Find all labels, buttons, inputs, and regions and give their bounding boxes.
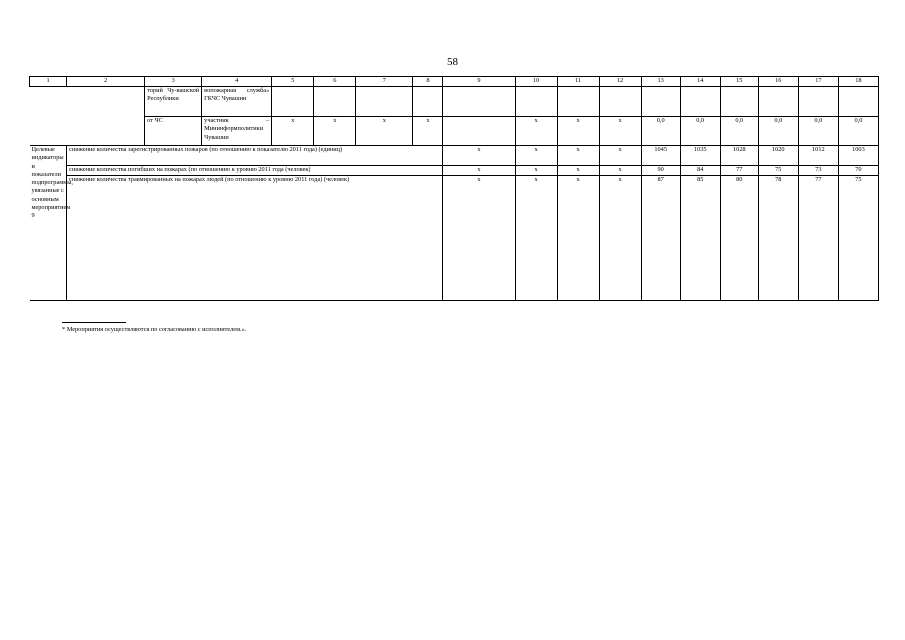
indicator-row (30, 146, 879, 166)
cell-value: 90 (641, 166, 680, 176)
header-cell: 16 (758, 77, 798, 87)
cell-value: 1012 (798, 146, 838, 166)
header-cell: 13 (641, 77, 680, 87)
program-table (29, 76, 879, 301)
cell-value: 73 (798, 166, 838, 176)
empty-cell (557, 87, 599, 117)
empty-cell (798, 87, 838, 117)
indicator-row (30, 166, 879, 176)
header-cell: 9 (443, 77, 515, 87)
header-cell: 7 (356, 77, 413, 87)
cell-x: x (443, 176, 515, 301)
header-cell: 6 (314, 77, 356, 87)
empty-cell (413, 87, 443, 117)
cell-value: 0,0 (758, 117, 798, 146)
cell-executor: участник – Мининформполитики Чувашии (202, 117, 272, 146)
header-cell: 12 (599, 77, 641, 87)
cell-value: 75 (758, 166, 798, 176)
cell-x: x (515, 146, 557, 166)
cell-value: 70 (838, 166, 878, 176)
header-cell: 14 (680, 77, 720, 87)
cell-x: x (515, 176, 557, 301)
cell-executor: вопожарная служба» ГКЧС Чувашии (202, 87, 272, 117)
cell-x: x (413, 117, 443, 146)
page-number: 58 (447, 56, 458, 68)
cell-x: x (557, 176, 599, 301)
indicator-text: снижение количества погибших на пожарах (по отношению к уровню 2011 года (человек) (67, 166, 443, 176)
empty-cell (758, 87, 798, 117)
cell-value: 1020 (758, 146, 798, 166)
cell-x: x (356, 117, 413, 146)
empty-cell (443, 117, 515, 146)
cell-x: x (515, 166, 557, 176)
empty-cell (314, 87, 356, 117)
cell-x: x (443, 166, 515, 176)
cell-value: 0,0 (641, 117, 680, 146)
header-cell: 1 (30, 77, 67, 87)
cell-x: x (443, 146, 515, 166)
cell-value: 80 (720, 176, 758, 301)
cell-value: 0,0 (680, 117, 720, 146)
cell-value: 0,0 (720, 117, 758, 146)
header-row (30, 77, 879, 87)
empty-cell (515, 87, 557, 117)
cell-x: x (557, 117, 599, 146)
cell-value: 78 (758, 176, 798, 301)
empty-cell (641, 87, 680, 117)
table-row (30, 117, 879, 146)
cell-value: 77 (798, 176, 838, 301)
indicator-label: Целевые индикаторы и показатели подпрограммы, увязанные с основным мероприятием 9 (30, 146, 67, 301)
cell-x: x (599, 117, 641, 146)
header-cell: 3 (145, 77, 202, 87)
cell-value: 1035 (680, 146, 720, 166)
cell-x: x (515, 117, 557, 146)
header-cell: 15 (720, 77, 758, 87)
cell-value: 1045 (641, 146, 680, 166)
cell-x: x (599, 166, 641, 176)
cell-value: 77 (720, 166, 758, 176)
header-cell: 2 (67, 77, 145, 87)
cell-value: 0,0 (838, 117, 878, 146)
footnote-rule (62, 322, 126, 323)
cell-x: x (557, 166, 599, 176)
cell-x: x (599, 176, 641, 301)
table-row (30, 87, 879, 117)
cell-value: 85 (680, 176, 720, 301)
empty-cell (599, 87, 641, 117)
indicator-row (30, 176, 879, 301)
header-cell: 8 (413, 77, 443, 87)
cell-value: 75 (838, 176, 878, 301)
header-cell: 4 (202, 77, 272, 87)
header-cell: 17 (798, 77, 838, 87)
header-cell: 18 (838, 77, 878, 87)
cell-value: 1028 (720, 146, 758, 166)
empty-cell (838, 87, 878, 117)
empty-cell (720, 87, 758, 117)
header-cell: 11 (557, 77, 599, 87)
cell-x: x (314, 117, 356, 146)
cell-value: 87 (641, 176, 680, 301)
empty-cell (356, 87, 413, 117)
empty-cell (680, 87, 720, 117)
header-cell: 10 (515, 77, 557, 87)
header-cell: 5 (272, 77, 314, 87)
cell-value: 0,0 (798, 117, 838, 146)
cell-value: 1003 (838, 146, 878, 166)
cell-x: x (557, 146, 599, 166)
empty-cell (30, 87, 145, 146)
indicator-text: снижение количества травмированных на пожарах людей (по отношению к уровню 2011 года) (человек) (67, 176, 443, 301)
cell-x: x (272, 117, 314, 146)
cell-value: 84 (680, 166, 720, 176)
empty-cell (272, 87, 314, 117)
cell-x: x (599, 146, 641, 166)
empty-cell (443, 87, 515, 117)
footnote: * Мероприятия осуществляются по согласованию с исполнителем.». (62, 326, 247, 333)
indicator-text: снижение количества зарегистрированных пожаров (по отношению к показателю 2011 года) (единиц) (67, 146, 443, 166)
cell-responsible: от ЧС (145, 117, 202, 146)
cell-responsible: торий Чу-вашской Республики (145, 87, 202, 117)
